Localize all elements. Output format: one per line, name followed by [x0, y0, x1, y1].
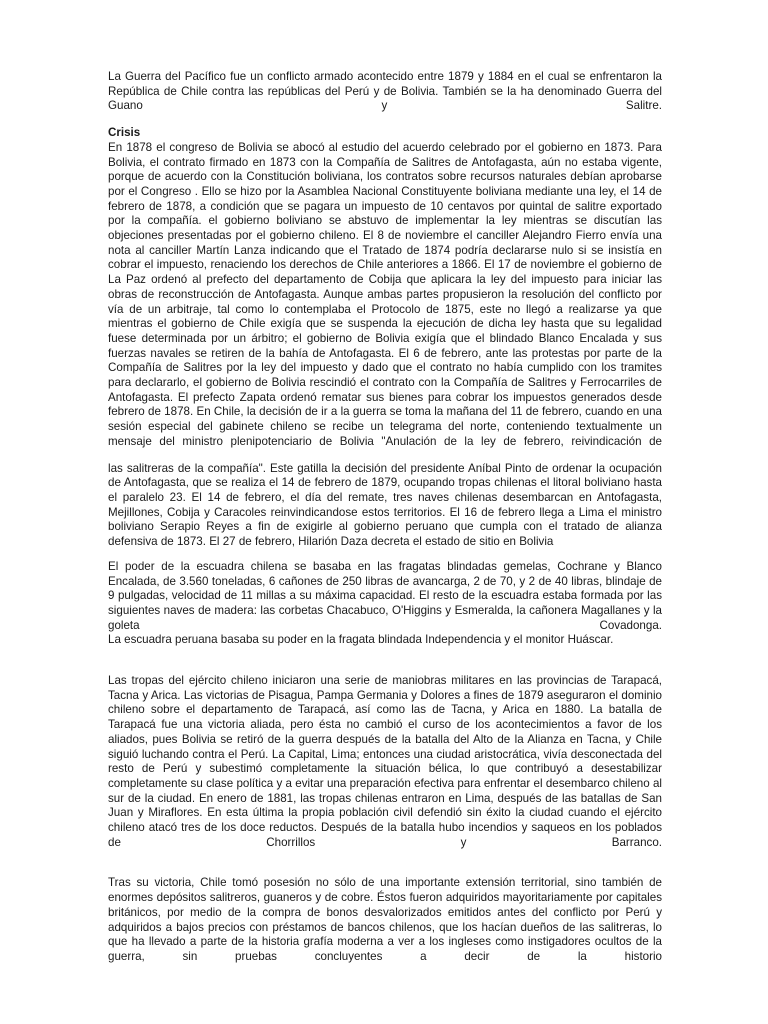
- tropas-paragraph: Las tropas del ejército chileno iniciaron una serie de maniobras militares en las provincias de Tarapacá, Tacna y Arica. Las victorias de Pisagua, Pampa Germania y Dolores a fines de 1879 aseguraron el dominio chileno sobre el departamento de Tarapacá, así como las de Tacna, y Arica en 1880. La batalla de Tarapacá fue una victoria aliada, pero ésta no cambió el curso de los acontecimientos a favor de los aliados, pues Bolivia se retiró de la guerra después de la batalla del Alto de la Alianza en Tacna, y Chile siguió luchando contra el Perú. La Capital, Lima; entonces una ciudad aristocrática, vivía desconectada del resto de Perú y subestimó completamente la situación bélica, lo que contribuyó a desestabilizar completamente su clase política y a evitar una preparación efectiva para enfrentar el desembarco chileno al sur de la ciudad. En enero de 1881, las tropas chilenas entraron en Lima, después de las batallas de San Juan y Miraflores. En esta última la propia población civil defendió sin éxito la ciudad cuando el ejército chileno atacó tres de los doce reductos. Después de la batalla hubo incendios y saqueos en los poblados de Chorrillos y Barranco.: [108, 674, 662, 849]
- intro-paragraph: La Guerra del Pacífico fue un conflicto armado acontecido entre 1879 y 1884 en el cual se enfrentaron la República de Chile contra las repúblicas del Perú y de Bolivia. También se la ha denominado Guerra del Guano y Salitre.: [108, 70, 662, 113]
- escuadra-chilena-paragraph: El poder de la escuadra chilena se basaba en las fragatas blindadas gemelas, Cochrane y Blanco Encalada, de 3.560 toneladas, 6 cañones de 250 libras de avancarga, 2 de 70, y 2 de 40 libras, blindaje de 9 pulgadas, velocidad de 11 millas a su máxima capacidad. El resto de la escuadra estaba formada por las siguientes naves de madera: las corbetas Chacabuco, O'Higgins y Esmeralda, la cañonera Magallanes y la goleta Covadonga.: [108, 559, 662, 632]
- document-page: [108, 70, 662, 965]
- escuadra-peruana-paragraph: La escuadra peruana basaba su poder en la fragata blindada Independencia y el monitor Huáscar.: [108, 633, 614, 647]
- salitreras-paragraph: las salitreras de la compañía". Este gatilla la decisión del presidente Aníbal Pinto de ordenar la ocupación de Antofagasta, que se realiza el 14 de febrero de 1879, ocupando tropas chilenas el litoral boliviano hasta el paralelo 23. El 14 de febrero, el día del remate, tres naves chilenas desembarcan en Antofagasta, Mejillones, Cobija y Caracoles reinvindicandose estos territorios. El 16 de febrero llega a Lima el ministro boliviano Serapio Reyes a fin de exigirle al gobierno peruano que cumpla con el tratado de alianza defensiva de 1873. El 27 de febrero, Hilarión Daza decreta el estado de sitio en Bolivia: [108, 461, 662, 549]
- crisis-paragraph: En 1878 el congreso de Bolivia se abocó al estudio del acuerdo celebrado por el gobierno en 1873. Para Bolivia, el contrato firmado en 1873 con la Compañía de Salitres de Antofagasta, aún no estaba vigente, porque de acuerdo con la Constitución boliviana, los contratos sobre recursos naturales debían aprobarse por el Congreso . Ello se hizo por la Asamblea Nacional Constituyente boliviana mediante una ley, el 14 de febrero de 1878, a condición que se pagara un impuesto de 10 centavos por quintal de salitre exportado por la compañía. el gobierno boliviano se abstuvo de implementar la ley mientras se discutían las objeciones presentadas por el gobierno chileno. El 8 de noviembre el canciller Alejandro Fierro envía una nota al canciller Martín Lanza indicando que el Tratado de 1874 podría declararse nulo si se insistía en cobrar el impuesto, renaciendo los derechos de Chile anteriores a 1866. El 17 de noviembre el gobierno de La Paz ordenó al prefecto del departamento de Cobija que aplicara la ley del impuesto para iniciar las obras de reconstrucción de Antofagasta. Aunque ambas partes propusieron la resolución del conflicto por vía de un arbitraje, tal como lo contemplaba el Protocolo de 1875, este no llegó a realizarse ya que mientras el gobierno de Chile exigía que se suspenda la ejecución de dicha ley hasta que su legalidad fuese determinada por un árbitro; el gobierno de Bolivia exigía que el blindado Blanco Encalada y sus fuerzas navales se retiren de la bahía de Antofagasta. El 6 de febrero, ante las protestas por parte de la Compañía de Salitres por la ley del impuesto y dado que el contrato no había cumplido con los tramites para declararlo, el gobierno de Bolivia rescindió el contrato con la Compañía de Salitres y Ferrocarriles de Antofagasta. El prefecto Zapata ordenó rematar sus bienes para cobrar los impuestos generados desde febrero de 1878. En Chile, la decisión de ir a la guerra se toma la mañana del 11 de febrero, cuando en una sesión especial del gabinete chileno se recibe un telegrama del norte, conteniendo textualmente un mensaje del ministro plenipotenciario de Bolivia "Anulación de la ley de febrero, reivindicación de: [108, 140, 662, 448]
- section-heading-crisis: Crisis: [108, 126, 141, 140]
- victoria-paragraph: Tras su victoria, Chile tomó posesión no sólo de una importante extensión territorial, sino también de enormes depósitos salitreros, guaneros y de cobre. Éstos fueron adquiridos mayoritariamente por capitales británicos, por medio de la compra de bonos desvalorizados emitidos antes del conflicto por Perú y adquiridos a bajos precios con préstamos de bancos chilenos, que los hacían dueños de las salitreras, lo que ha llevado a parte de la historia grafía moderna a ver a los ingleses como instigadores ocultos de la guerra, sin pruebas concluyentes a decir de la historio: [108, 876, 662, 963]
